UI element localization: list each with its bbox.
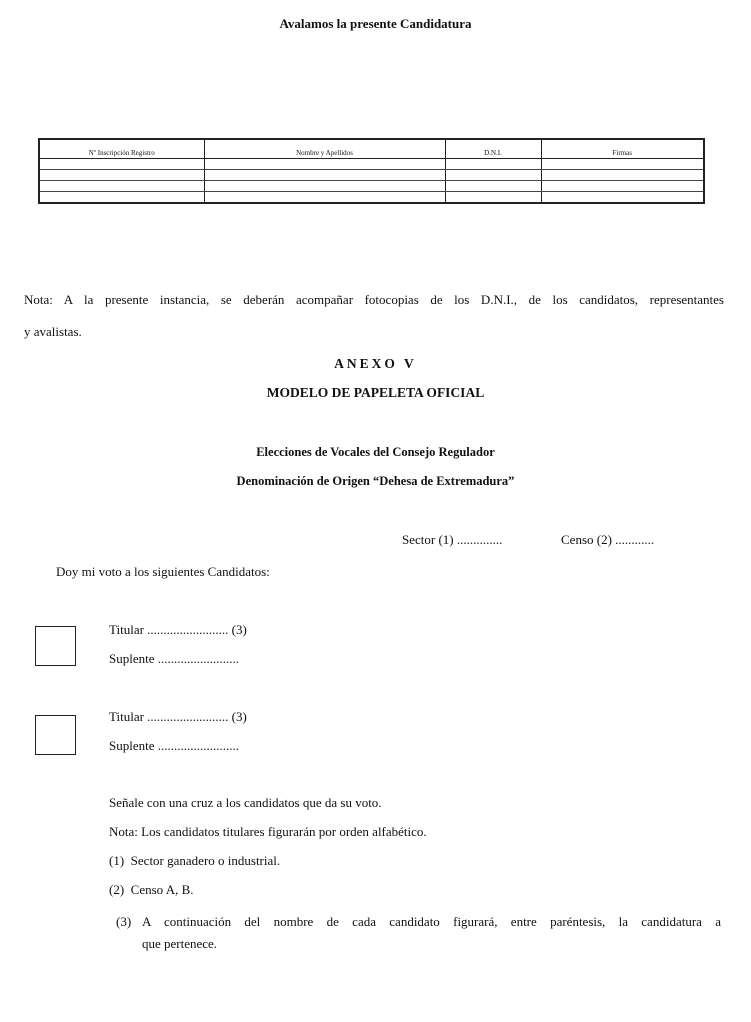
vote-intro: Doy mi voto a los siguientes Candidatos: [56, 564, 270, 579]
alphabetical-note: Nota: Los candidatos titulares figurarán por orden alfabético. [109, 824, 427, 839]
table-row [39, 159, 704, 170]
column-header-dni: D.N.I. [445, 139, 541, 159]
table-cell [204, 170, 445, 181]
table-cell [445, 159, 541, 170]
table-cell [541, 181, 704, 192]
vote-checkbox-1[interactable] [35, 626, 76, 666]
denomination-title: Denominación de Origen “Dehesa de Extremadura” [236, 474, 515, 488]
table-cell [445, 192, 541, 204]
footnote-1-number: (1) [109, 853, 125, 868]
footnote-1 [109, 853, 280, 869]
footnote-3 [116, 911, 721, 955]
table-cell [39, 192, 204, 204]
table-cell [204, 181, 445, 192]
table-cell [445, 170, 541, 181]
footnote-2-text: Censo A, B. [130, 882, 194, 897]
column-header-firmas: Firmas [541, 139, 704, 159]
table-row [39, 181, 704, 192]
vote-checkbox-2[interactable] [35, 715, 76, 755]
sector-field: Sector (1) .............. [402, 532, 503, 547]
censo-field: Censo (2) ............ [561, 532, 655, 547]
table-cell [541, 159, 704, 170]
candidate-2-suplente: Suplente ......................... [109, 738, 239, 753]
table-cell [39, 170, 204, 181]
column-header-nombre: Nombre y Apellidos [204, 139, 445, 159]
column-header-registro: Nº Inscripción Registro [39, 139, 204, 159]
documents-note-line1: Nota: A la presente instancia, se deberán acompañar fotocopias de los D.N.I., de los candidatos, representantes [24, 292, 724, 307]
page-title: Avalamos la presente Candidatura [279, 16, 472, 31]
table-header-row [39, 139, 704, 159]
documents-note [24, 284, 724, 348]
table-cell [204, 192, 445, 204]
table-row [39, 170, 704, 181]
footnote-3-number: (3) [116, 914, 132, 929]
election-title: Elecciones de Vocales del Consejo Regulador [256, 445, 495, 459]
table-cell [39, 181, 204, 192]
vote-instruction: Señale con una cruz a los candidatos que da su voto. [109, 795, 382, 810]
annex-title: ANEXO V [334, 356, 417, 371]
footnote-3-text-line1: A continuación del nombre de cada candidato figurará, entre paréntesis, la candidatura a [142, 914, 721, 929]
table-cell [204, 159, 445, 170]
candidate-1-suplente: Suplente ......................... [109, 651, 239, 666]
endorsement-table [38, 138, 705, 204]
table-cell [39, 159, 204, 170]
footnote-1-text: Sector ganadero o industrial. [130, 853, 281, 868]
footnote-3-text-line2: que pertenece. [142, 936, 218, 951]
documents-note-line2: y avalistas. [24, 324, 82, 339]
table-row [39, 192, 704, 204]
footnote-2-number: (2) [109, 882, 125, 897]
candidate-2-titular: Titular ......................... (3) [109, 709, 247, 724]
table-cell [541, 170, 704, 181]
footnote-2 [109, 882, 194, 898]
table-cell [541, 192, 704, 204]
annex-subtitle: MODELO DE PAPELETA OFICIAL [266, 385, 485, 400]
candidate-1-titular: Titular ......................... (3) [109, 622, 247, 637]
table-cell [445, 181, 541, 192]
